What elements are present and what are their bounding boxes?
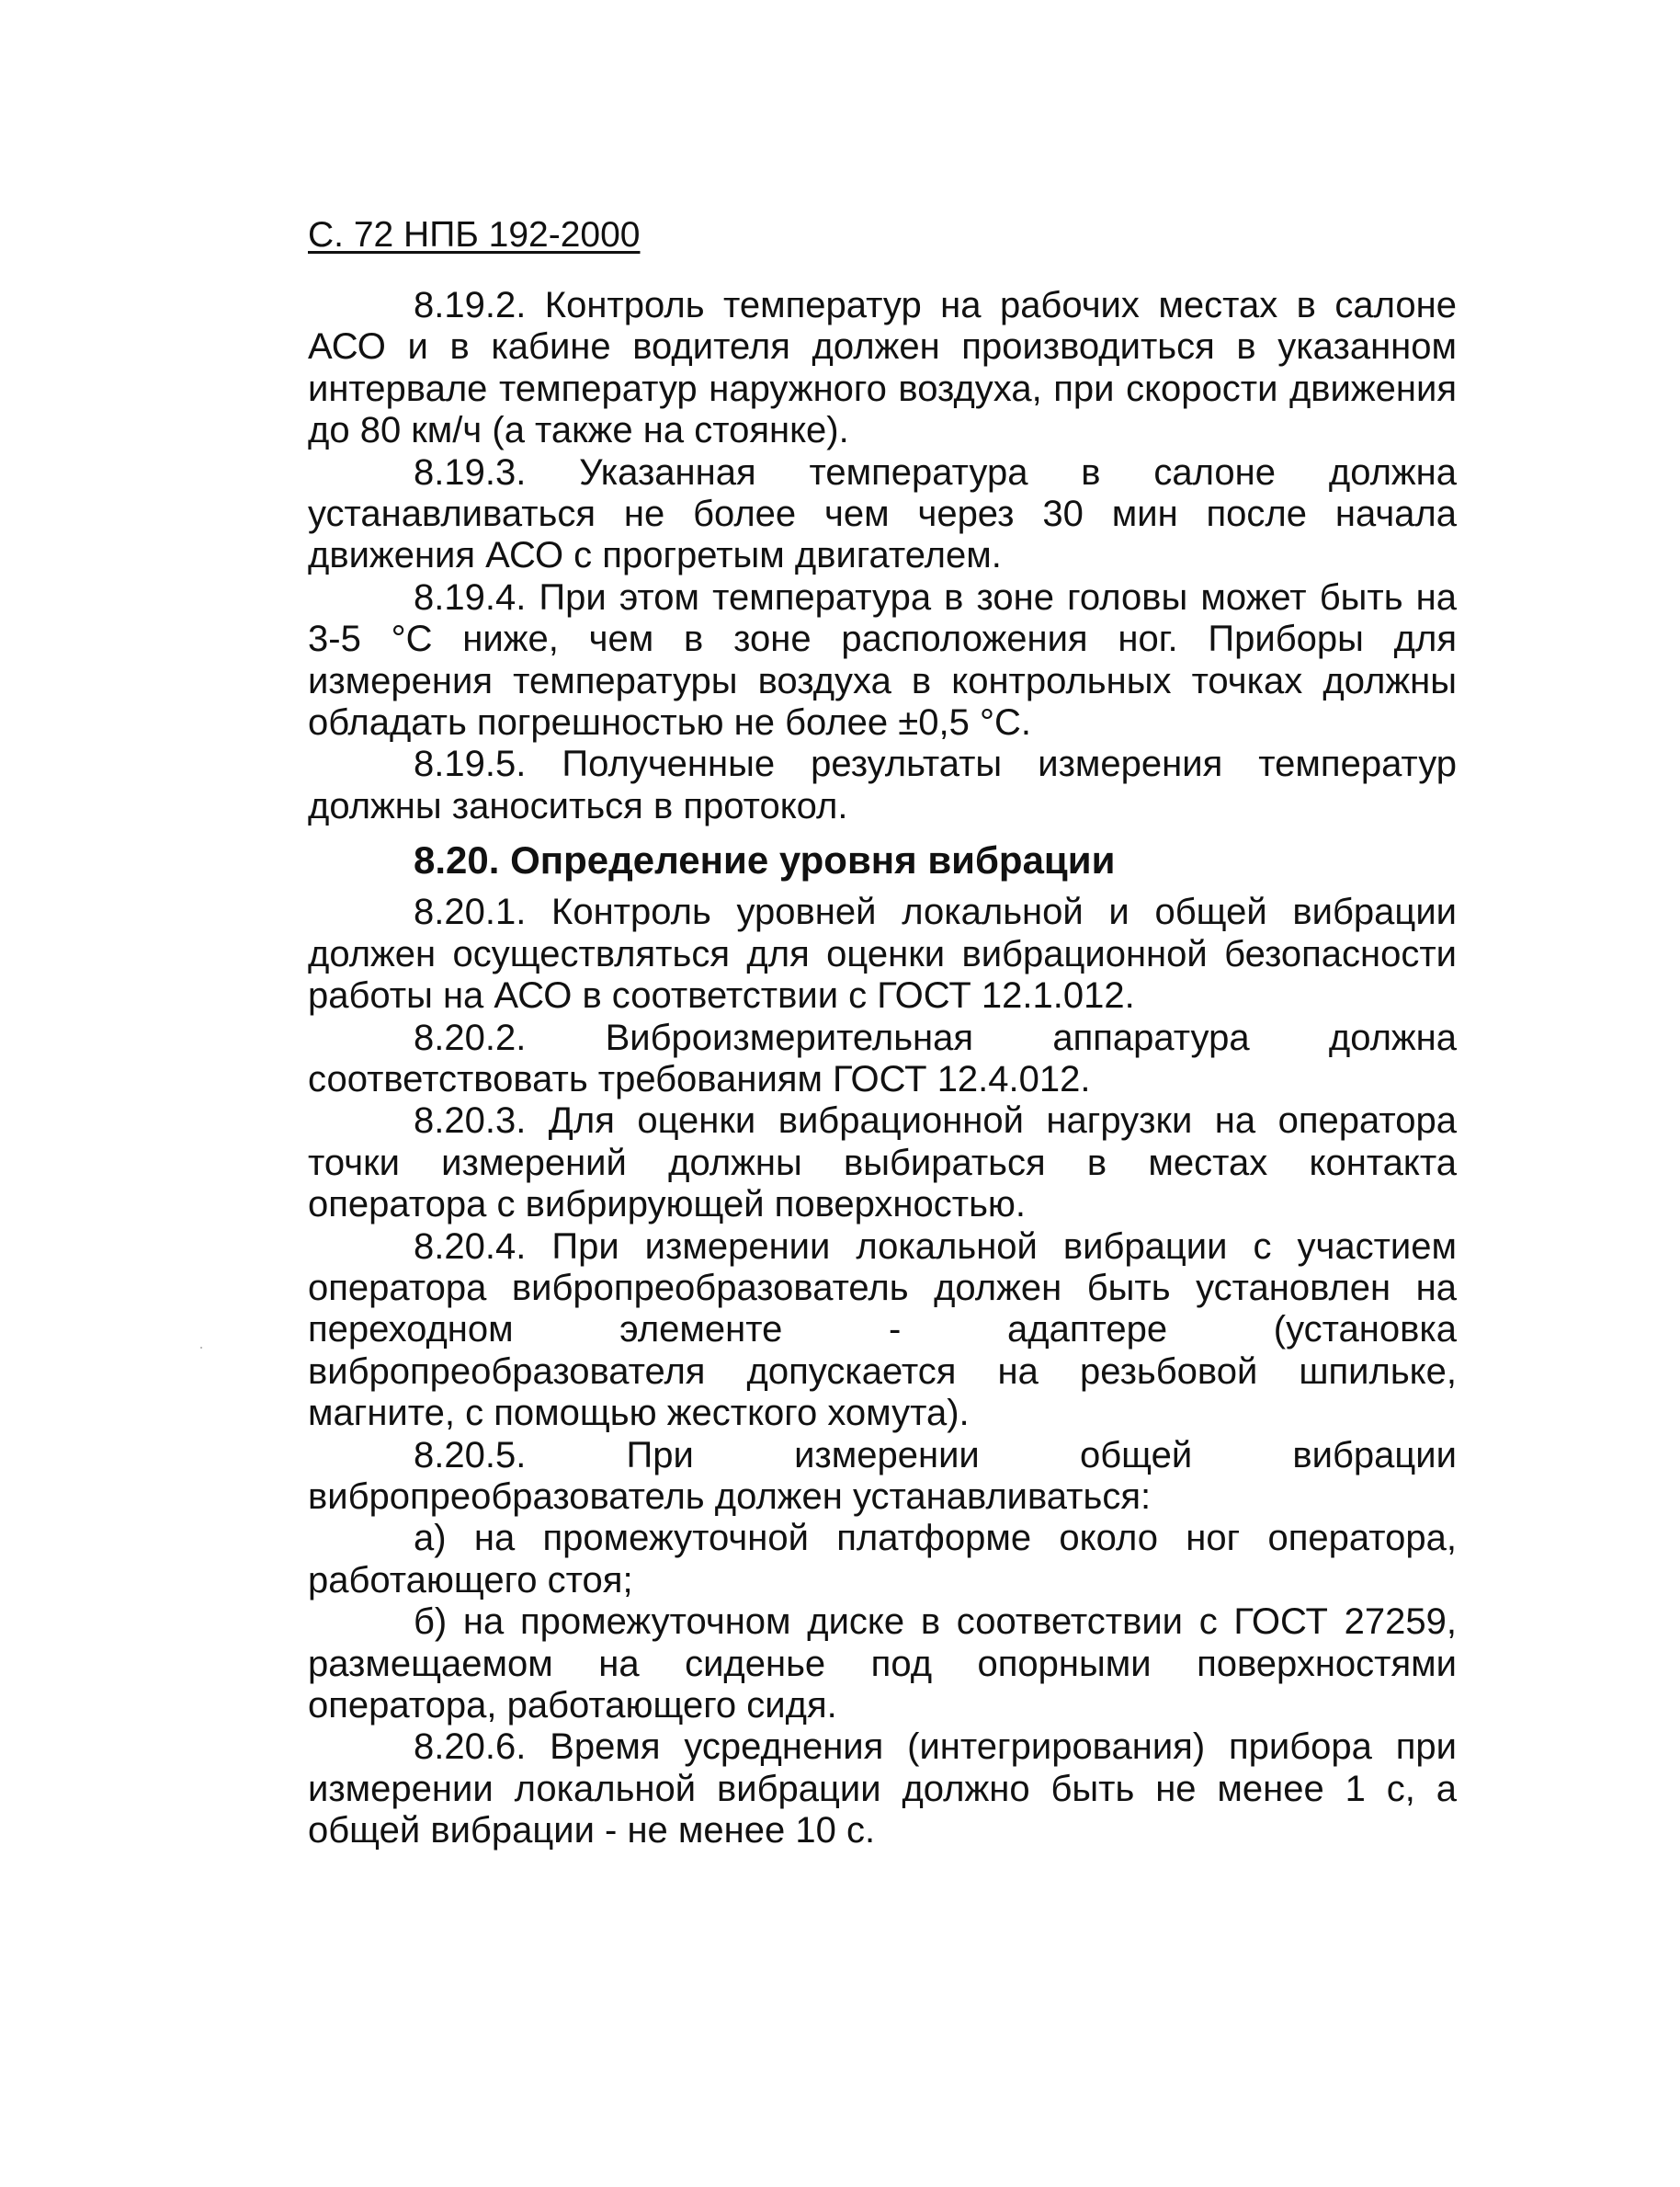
scan-speck	[200, 1347, 202, 1349]
section-heading-8-20: 8.20. Определение уровня вибрации	[414, 838, 1116, 883]
document-page	[308, 213, 1457, 1852]
list-item-b: б) на промежуточном диске в соответствии с ГОСТ 27259, размещаемом на сиденье под опорными поверхностями оператора, работающего сидя.	[308, 1601, 1457, 1726]
paragraph-8-19-3: 8.19.3. Указанная температура в салоне должна устанавливаться не более чем через 30 мин после начала движения АСО с прогретым двигателем.	[308, 451, 1457, 576]
paragraph-8-20-4: 8.20.4. При измерении локальной вибрации с участием оператора вибропреобразователь должен быть установлен на переходном элементе - адаптере (установка вибропреобразователя допускается на резьбовой шпильке, магните, с помощью жесткого хомута).	[308, 1225, 1457, 1434]
list-item-a: а) на промежуточной платформе около ног оператора, работающего стоя;	[308, 1518, 1457, 1600]
paragraph-8-20-6: 8.20.6. Время усреднения (интегрирования) прибора при измерении локальной вибрации должно быть не менее 1 с, а общей вибрации - не менее 10 с.	[308, 1726, 1457, 1851]
paragraph-8-19-4: 8.19.4. При этом температура в зоне головы может быть на 3-5 °С ниже, чем в зоне расположения ног. Приборы для измерения температуры воздуха в контрольных точках должны обладать погрешностью не более ±0,5 °С.	[308, 576, 1457, 744]
paragraph-8-20-1: 8.20.1. Контроль уровней локальной и общей вибрации должен осуществляться для оценки вибрационной безопасности работы на АСО в соответствии с ГОСТ 12.1.012.	[308, 892, 1457, 1017]
paragraph-8-20-5: 8.20.5. При измерении общей вибрации вибропреобразователь должен устанавливаться:	[308, 1434, 1457, 1517]
running-head: С. 72 НПБ 192-2000	[308, 215, 641, 255]
paragraph-8-20-3: 8.20.3. Для оценки вибрационной нагрузки на оператора точки измерений должны выбираться в местах контакта оператора с вибрирующей поверхностью.	[308, 1100, 1457, 1225]
paragraph-8-19-5: 8.19.5. Полученные результаты измерения температур должны заноситься в протокол.	[308, 744, 1457, 826]
paragraph-8-20-2: 8.20.2. Виброизмерительная аппаратура должна соответствовать требованиям ГОСТ 12.4.012.	[308, 1017, 1457, 1099]
paragraph-8-19-2: 8.19.2. Контроль температур на рабочих местах в салоне АСО и в кабине водителя должен производиться в указанном интервале температур наружного воздуха, при скорости движения до 80 км/ч (а также на стоянке).	[308, 285, 1457, 451]
